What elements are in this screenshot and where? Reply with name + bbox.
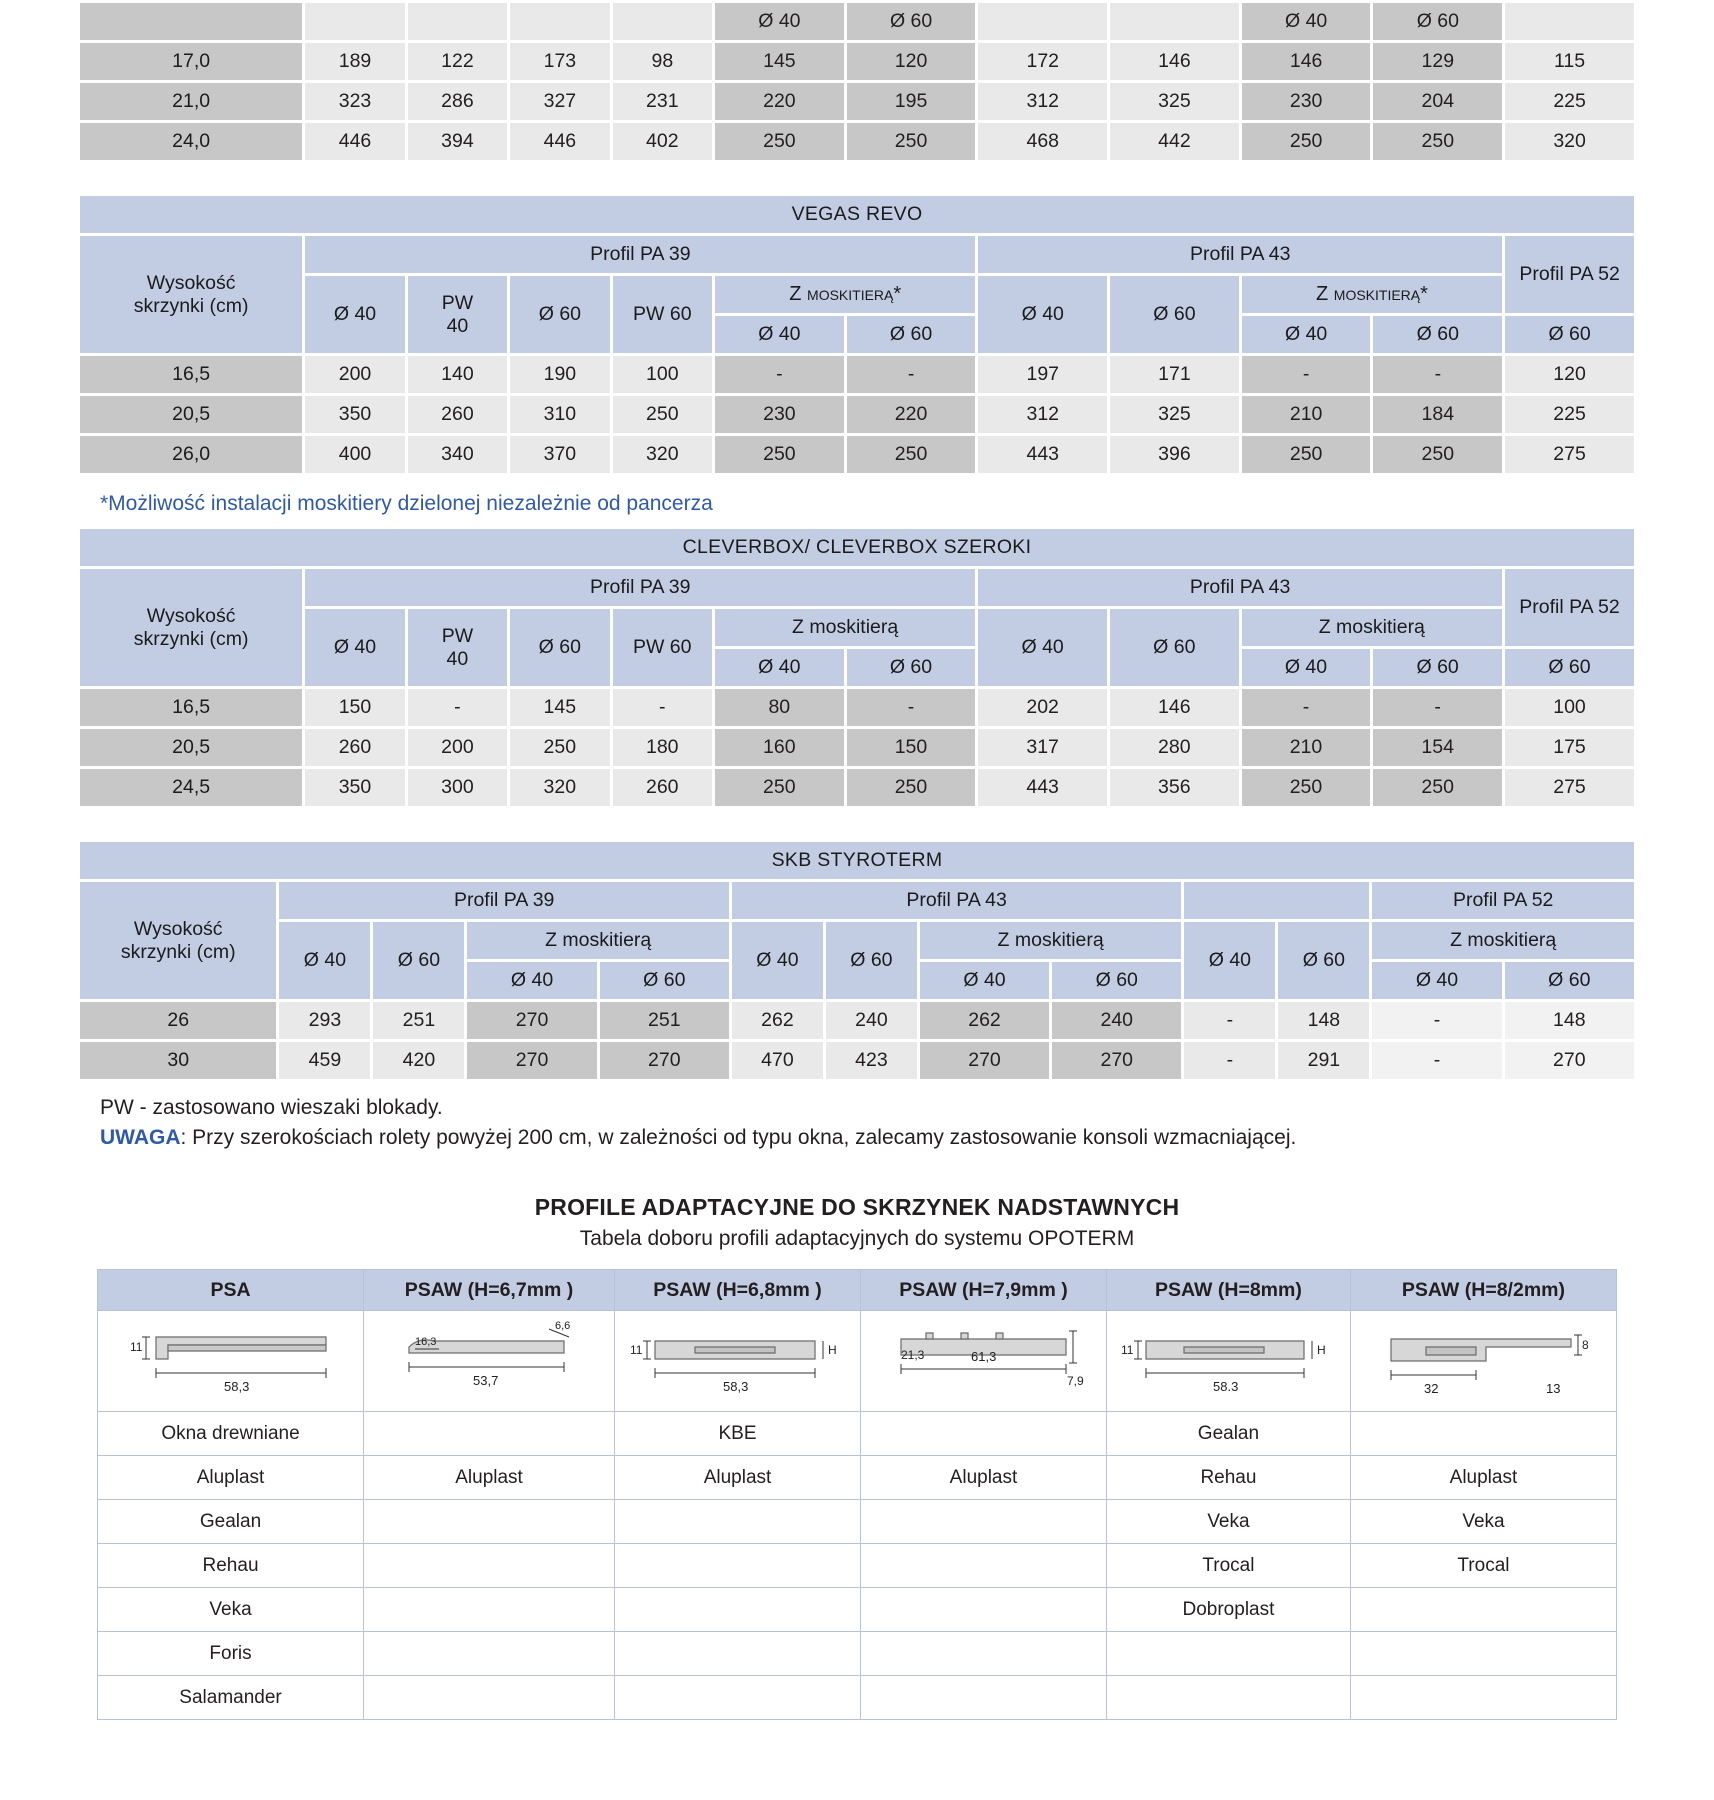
cell-brand	[364, 1632, 615, 1676]
group-pa39: Profil PA 39	[305, 569, 975, 606]
dim-right: 7,9	[1066, 1374, 1084, 1388]
mosquito-label: Z moskitierą	[1372, 922, 1634, 959]
profile-drawing-psaw-79	[861, 1311, 1107, 1412]
cell-brand	[615, 1676, 861, 1720]
cleverbox-table	[77, 526, 1637, 809]
group-pa43: Profil PA 43	[978, 569, 1502, 606]
cell-brand	[615, 1544, 861, 1588]
cell-brand: Aluplast	[1350, 1456, 1616, 1500]
group-empty	[1184, 882, 1369, 919]
mosquito-label: Z moskitierą*	[715, 276, 975, 313]
row-header: 20,5	[80, 396, 302, 433]
profile-drawing-psaw-67	[364, 1311, 615, 1412]
row-header: 26	[80, 1002, 276, 1039]
group-pa52: Profil PA 52	[1505, 569, 1634, 646]
mosquito-note: *Możliwość instalacji moskitiery dzielonej niezależnie od pancerza	[100, 492, 713, 515]
dim-bottom: 53,7	[473, 1373, 499, 1388]
profile-drawing-psaw-68	[615, 1311, 861, 1412]
adapt-section-subtitle: Tabela doboru profili adaptacyjnych do systemu OPOTERM	[579, 1227, 1135, 1250]
table-title-row	[80, 842, 1634, 879]
row-header-label: Wysokość skrzynki (cm)	[80, 569, 302, 686]
adapt-col-psaw-68: PSAW (H=6,8mm )	[615, 1270, 861, 1311]
mosquito-label: Z moskitierą	[715, 609, 975, 646]
table-row	[98, 1412, 1617, 1456]
cell-brand	[1106, 1676, 1350, 1720]
cell-brand	[615, 1500, 861, 1544]
table-title-row	[80, 529, 1634, 566]
row-header: 30	[80, 1042, 276, 1079]
cell-brand	[364, 1676, 615, 1720]
mosquito-label: Z moskitierą	[1242, 609, 1502, 646]
adapt-section-title: PROFILE ADAPTACYJNE DO SKRZYNEK NADSTAWNYCH	[534, 1194, 1180, 1220]
cell-brand	[1350, 1632, 1616, 1676]
cell-brand	[1350, 1676, 1616, 1720]
row-header: 21,0	[80, 83, 302, 120]
cell-brand	[861, 1632, 1107, 1676]
mosquito-label: Z moskitierą	[920, 922, 1182, 959]
table-row: 20,5 350 260 310 250 230 220 312 325 210 184 225	[80, 396, 1634, 433]
group-pa52: Profil PA 52	[1505, 236, 1634, 313]
uwaga-label: UWAGA	[100, 1126, 181, 1149]
clipped-label-2: Ø 60	[847, 3, 976, 40]
table-column-header: Ø 40 Ø 60 Ø 40 Ø 60 Ø 40 Ø 60	[80, 962, 1634, 999]
adapt-col-psaw-79: PSAW (H=7,9mm )	[861, 1270, 1107, 1311]
cell-brand: Aluplast	[98, 1456, 364, 1500]
pw-note: PW - zastosowano wieszaki blokady.	[100, 1096, 443, 1119]
group-pa39: Profil PA 39	[279, 882, 728, 919]
row-header: 16,5	[80, 689, 302, 726]
table-column-header: Ø 40 Ø 60 Ø 40 Ø 60 Ø 60	[80, 316, 1634, 353]
dim-left: 21,3	[900, 1348, 925, 1362]
row-header: 24,5	[80, 769, 302, 806]
cell-brand	[364, 1588, 615, 1632]
cell-brand: Veka	[1350, 1500, 1616, 1544]
dim-top: 6,6	[555, 1320, 571, 1332]
clipped-label-3: Ø 40	[1242, 3, 1371, 40]
psa-profile-icon	[116, 1315, 346, 1407]
dim-bottom: 58.3	[1213, 1379, 1239, 1394]
mosquito-label: Z moskitierą	[467, 922, 729, 959]
table-title: SKB STYROTERM	[80, 842, 1634, 879]
cell-brand	[615, 1632, 861, 1676]
table-row	[98, 1676, 1617, 1720]
dim-bottom: 58,3	[723, 1379, 749, 1394]
table-title-row	[80, 196, 1634, 233]
dim-bottom-right: 13	[1545, 1381, 1561, 1396]
table-row	[98, 1544, 1617, 1588]
profile-drawing-psa	[98, 1311, 364, 1412]
table-subgroup-header: Ø 40 PW 40 Ø 60 PW 60 Z moskitierą* Ø 40 Ø 60 Z moskitierą*	[80, 276, 1634, 313]
cell-brand: Aluplast	[861, 1456, 1107, 1500]
table-column-header: Ø 40 Ø 60 Ø 40 Ø 60 Ø 60	[80, 649, 1634, 686]
cell-brand	[861, 1676, 1107, 1720]
table-group-header	[80, 882, 1634, 919]
dim-bottom: 61,3	[970, 1349, 997, 1364]
psaw-8-profile-icon	[1118, 1315, 1338, 1407]
cell-brand: Veka	[98, 1588, 364, 1632]
table-title: CLEVERBOX/ CLEVERBOX SZEROKI	[80, 529, 1634, 566]
table-subgroup-header: Ø 40 PW 40 Ø 60 PW 60 Z moskitierą Ø 40 Ø 60 Z moskitierą	[80, 609, 1634, 646]
psaw-67-profile-icon	[379, 1315, 599, 1407]
cell-brand	[1350, 1588, 1616, 1632]
table-group-header	[80, 569, 1634, 606]
psaw-82-profile-icon	[1366, 1315, 1601, 1407]
adapt-col-psaw-8: PSAW (H=8mm)	[1106, 1270, 1350, 1311]
group-pa52: Profil PA 52	[1372, 882, 1634, 919]
row-header-label: Wysokość skrzynki (cm)	[80, 236, 302, 353]
adapt-col-psaw-67: PSAW (H=6,7mm )	[364, 1270, 615, 1311]
table-row: 21,0 323 286 327 231 220 195 312 325 230 204 225	[80, 83, 1634, 120]
cell-brand: Trocal	[1106, 1544, 1350, 1588]
vegas-revo-table	[77, 193, 1637, 476]
adapt-drawings-row	[98, 1311, 1617, 1412]
cell-brand	[861, 1500, 1107, 1544]
cell-brand: KBE	[615, 1412, 861, 1456]
cell-brand	[1350, 1412, 1616, 1456]
row-header: 16,5	[80, 356, 302, 393]
cell-brand: Okna drewniane	[98, 1412, 364, 1456]
table-row	[98, 1632, 1617, 1676]
adaptive-profiles-table	[97, 1269, 1617, 1720]
table-row: 26 293 251 270 251 262 240 262 240 - 148 - 148	[80, 1002, 1634, 1039]
cell-brand: Aluplast	[615, 1456, 861, 1500]
table-row: 20,5 260 200 250 180 160 150 317 280 210 154 175	[80, 729, 1634, 766]
row-header: 17,0	[80, 43, 302, 80]
dim-right: 8	[1581, 1338, 1589, 1352]
cell-brand: Salamander	[98, 1676, 364, 1720]
cell-brand: Rehau	[1106, 1456, 1350, 1500]
cell-brand: Gealan	[98, 1500, 364, 1544]
cell-brand	[615, 1588, 861, 1632]
dim-left: 11	[630, 1343, 643, 1357]
table-subgroup-header: Ø 40 Ø 60 Z moskitierą Ø 40 Ø 60 Z moskitierą Ø 40 Ø 60 Z moskitierą	[80, 922, 1634, 959]
skb-styroterm-table	[77, 839, 1637, 1082]
cell-brand: Gealan	[1106, 1412, 1350, 1456]
cell-brand	[861, 1544, 1107, 1588]
table-row: 16,5 150 - 145 - 80 - 202 146 - - 100	[80, 689, 1634, 726]
dim-bottom-left: 32	[1423, 1381, 1439, 1396]
cell-brand: Rehau	[98, 1544, 364, 1588]
cell-brand	[861, 1588, 1107, 1632]
cell-brand: Aluplast	[364, 1456, 615, 1500]
dim-bottom: 58,3	[223, 1379, 249, 1394]
dim-left: 11	[1121, 1343, 1134, 1357]
dim-left: 16,3	[415, 1336, 437, 1348]
table-row: 24,5 350 300 320 260 250 250 443 356 250 250 275	[80, 769, 1634, 806]
psaw-79-profile-icon	[871, 1315, 1096, 1407]
cell-brand	[1106, 1632, 1350, 1676]
table-row: 30 459 420 270 270 470 423 270 270 - 291 - 270	[80, 1042, 1634, 1079]
row-header-label: Wysokość skrzynki (cm)	[80, 882, 276, 999]
adapt-col-psaw-82: PSAW (H=8/2mm)	[1350, 1270, 1616, 1311]
profile-drawing-psaw-8	[1106, 1311, 1350, 1412]
dim-left: 11	[129, 1340, 142, 1354]
uwaga-text: : Przy szerokościach rolety powyżej 200 cm, w zależności od typu okna, zalecamy zastosowanie konsoli wzmacniającej.	[180, 1126, 1297, 1149]
cell-brand	[364, 1544, 615, 1588]
table-group-header	[80, 236, 1634, 273]
group-pa43: Profil PA 43	[732, 882, 1181, 919]
uwaga-note	[100, 1126, 1714, 1150]
cell-brand	[364, 1412, 615, 1456]
cell-brand: Dobroplast	[1106, 1588, 1350, 1632]
row-header: 26,0	[80, 436, 302, 473]
table-row	[98, 1500, 1617, 1544]
cell-brand: Veka	[1106, 1500, 1350, 1544]
dim-right: H	[1317, 1343, 1327, 1357]
clipped-label-1: Ø 40	[715, 3, 844, 40]
adapt-header-row	[98, 1270, 1617, 1311]
cell-brand: Trocal	[1350, 1544, 1616, 1588]
mosquito-label: Z moskitierą*	[1242, 276, 1502, 313]
cell-brand	[364, 1500, 615, 1544]
row-header: 24,0	[80, 123, 302, 160]
table-title: VEGAS REVO	[80, 196, 1634, 233]
cell-brand	[861, 1412, 1107, 1456]
top-partial-table	[77, 0, 1637, 163]
group-pa39: Profil PA 39	[305, 236, 975, 273]
cell-brand: Foris	[98, 1632, 364, 1676]
table-row-clipped	[80, 3, 1634, 40]
dim-right: H	[828, 1343, 837, 1357]
table-row: 26,0 400 340 370 320 250 250 443 396 250 250 275	[80, 436, 1634, 473]
table-row: 17,0 189 122 173 98 145 120 172 146 146 129 115	[80, 43, 1634, 80]
table-row: 16,5 200 140 190 100 - - 197 171 - - 120	[80, 356, 1634, 393]
table-row	[98, 1588, 1617, 1632]
row-header: 20,5	[80, 729, 302, 766]
profile-drawing-psaw-82	[1350, 1311, 1616, 1412]
table-row	[98, 1456, 1617, 1500]
psaw-68-profile-icon	[625, 1315, 850, 1407]
clipped-label-4: Ø 60	[1373, 3, 1502, 40]
group-pa43: Profil PA 43	[978, 236, 1502, 273]
adapt-col-psa: PSA	[98, 1270, 364, 1311]
table-row: 24,0 446 394 446 402 250 250 468 442 250 250 320	[80, 123, 1634, 160]
